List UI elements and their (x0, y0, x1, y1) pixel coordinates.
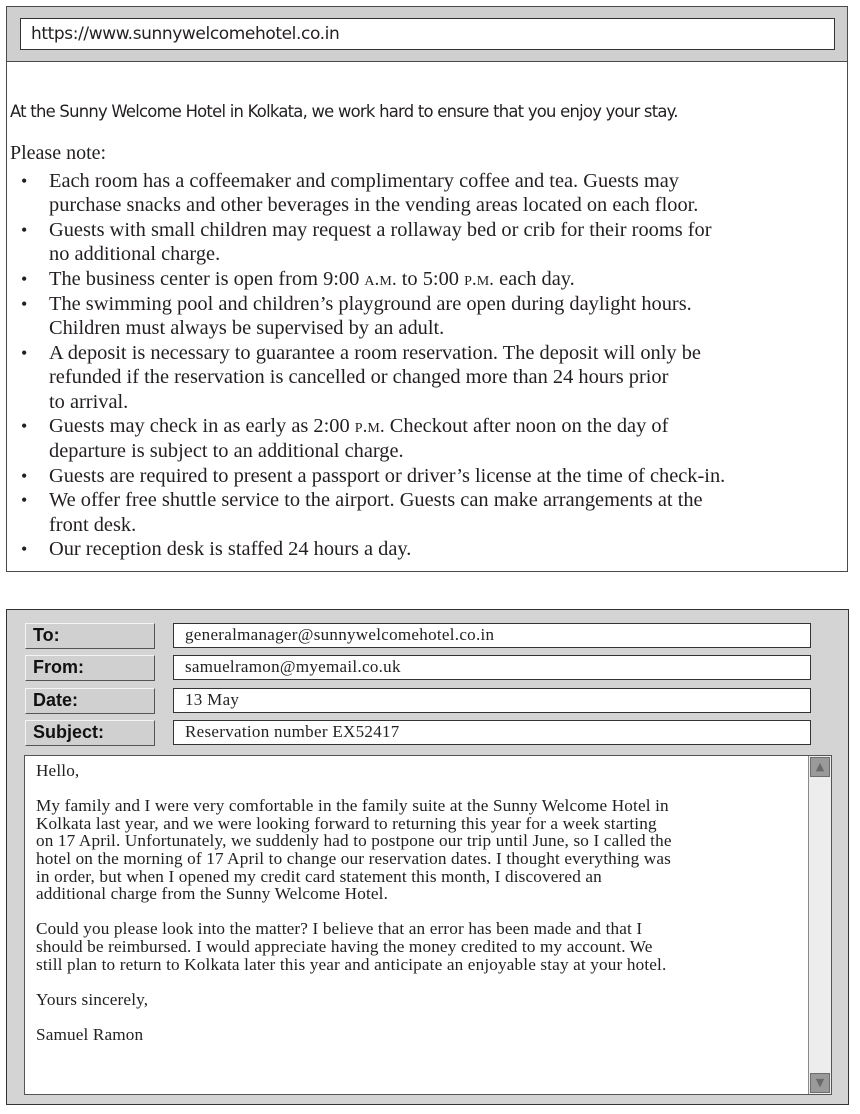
policy-list (19, 169, 829, 562)
greeting: Hello, (36, 761, 80, 780)
address-bar-strip (7, 7, 847, 62)
url-field[interactable]: https://www.sunnywelcomehotel.co.in (20, 18, 835, 50)
subject-field[interactable]: Reservation number EX52417 (173, 720, 811, 745)
date-row (25, 688, 811, 714)
scroll-down-arrow-icon[interactable]: ▼ (810, 1073, 830, 1093)
from-label: From: (25, 655, 155, 681)
list-item: • The business center is open from 9:00 a.m. to 5:00 p.m. each day. (21, 267, 575, 290)
paragraph-1: My family and I were very comfortable in the family suite at the Sunny Welcome Hotel in Kolkata last year, and we were looking forward to returning this year for a week starting on 17 April. Unfortunately, we suddenly had to postpone our trip until June, so I called the hotel on the morning of 17 April to change our reservation dates. I thought everything was in order, but when I opened my credit card statement this month, I discovered an additional charge from the Sunny Welcome Hotel. (36, 796, 672, 904)
message-text (36, 762, 806, 1061)
list-item: • Guests may check in as early as 2:00 p.m. Checkout after noon on the day of departure is subject to an additional charge. (21, 415, 669, 463)
closing: Yours sincerely, (36, 989, 149, 1009)
bullet-icon: • (21, 465, 28, 486)
to-row (25, 623, 811, 649)
date-field[interactable]: 13 May (173, 688, 811, 713)
bullet-icon: • (21, 539, 28, 560)
list-item: • The swimming pool and children’s playground are open during daylight hours. Children must always be supervised by an adult. (21, 293, 692, 340)
bullet-icon: • (21, 294, 28, 315)
bullet-icon: • (21, 171, 28, 191)
bullet-icon: • (21, 268, 28, 289)
message-body[interactable] (24, 755, 832, 1095)
vertical-scrollbar[interactable] (808, 756, 831, 1094)
paragraph-2: Could you please look into the matter? I believe that an error has been made and that I should be reimbursed. I would appreciate having the money credited to my account. We still plan to return to Kolkata later this year and anticipate an enjoyable stay at your hotel. (36, 919, 667, 974)
list-item: • Each room has a coffeemaker and complimentary coffee and tea. Guests may purchase snacks and other beverages in the vending areas located on each floor. (21, 170, 699, 217)
subject-row (25, 720, 811, 746)
bullet-icon: • (21, 342, 28, 363)
subject-label: Subject: (25, 720, 155, 746)
date-label: Date: (25, 688, 155, 714)
from-field[interactable]: samuelramon@myemail.co.uk (173, 655, 811, 680)
intro-text: At the Sunny Welcome Hotel in Kolkata, we work hard to ensure that you enjoy your stay. (10, 102, 678, 121)
bullet-icon: • (21, 416, 28, 437)
list-item: • Our reception desk is staffed 24 hours a day. (21, 538, 412, 561)
bullet-icon: • (21, 219, 28, 240)
list-item: • We offer free shuttle service to the airport. Guests can make arrangements at the front desk. (21, 489, 703, 536)
from-row (25, 655, 811, 681)
list-item: • Guests are required to present a passport or driver’s license at the time of check-in. (21, 464, 726, 487)
to-label: To: (25, 623, 155, 649)
bullet-icon: • (21, 490, 28, 511)
signature: Samuel Ramon (36, 1024, 144, 1044)
please-note-heading: Please note: (10, 142, 107, 164)
list-item: • A deposit is necessary to guarantee a room reservation. The deposit will only be refunded if the reservation is cancelled or changed more than 24 hours prior to arrival. (21, 341, 701, 413)
list-item: • Guests with small children may request a rollaway bed or crib for their rooms for no additional charge. (21, 218, 712, 266)
scroll-up-arrow-icon[interactable]: ▲ (810, 757, 830, 777)
to-field[interactable]: generalmanager@sunnywelcomehotel.co.in (173, 623, 811, 648)
email-window (6, 609, 849, 1105)
